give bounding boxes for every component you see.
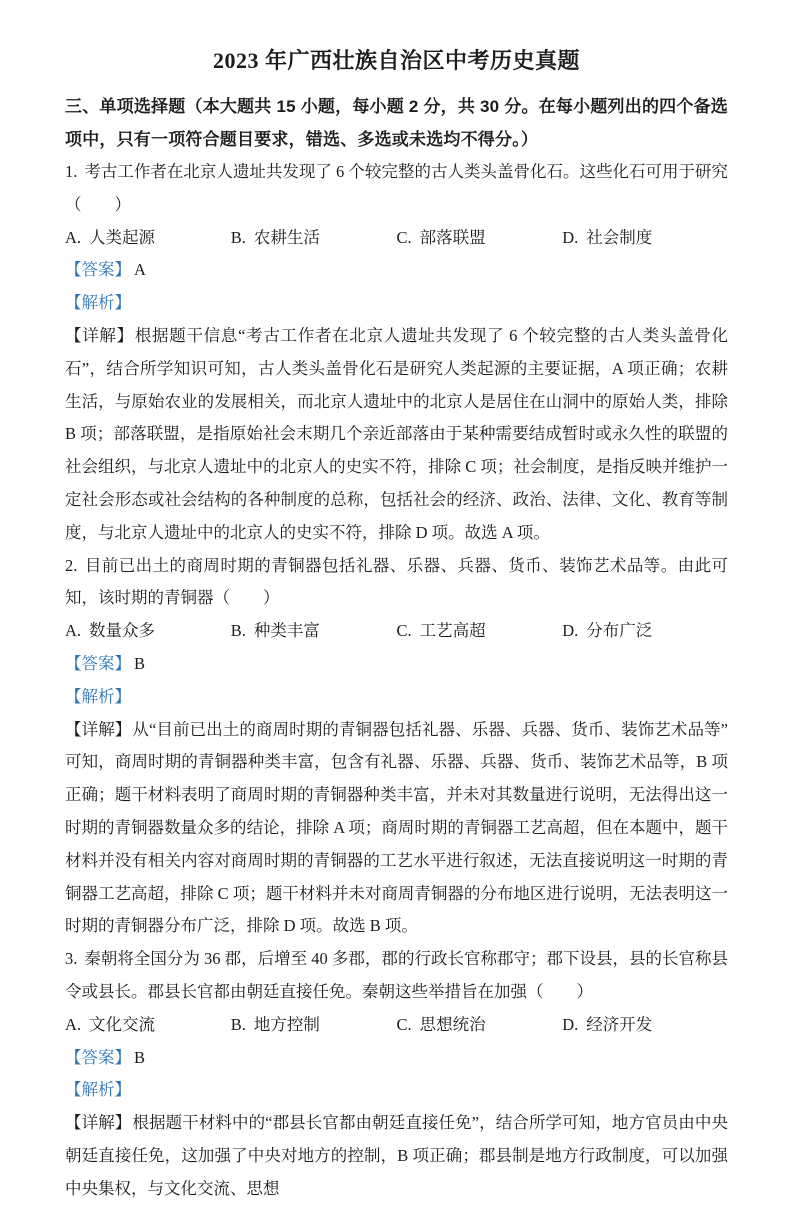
option-a	[65, 222, 231, 255]
option-text: 思想统治	[419, 1014, 486, 1034]
option-label: C.	[396, 227, 412, 247]
option-b	[231, 615, 397, 648]
option-text: 农耕生活	[253, 227, 320, 247]
question-number: 1.	[65, 162, 78, 181]
question-stem-text: 秦朝将全国分为 36 郡，后增至 40 多郡，郡的行政长官称郡守；郡下设县，县的长官称县令或县长。郡县长官都由朝廷直接任免。秦朝这些举措旨在加强（ ）	[65, 949, 728, 1001]
detail-text: 根据题干材料中的“郡县长官都由朝廷直接任免”，结合所学可知，地方官员由中央朝廷直接任免，这加强了中央对地方的控制，B 项正确；郡县制是地方行政制度，可以加强中央集权，与文化交流、思想	[65, 1113, 728, 1198]
answer-value: B	[134, 1047, 146, 1067]
option-label: D.	[562, 1014, 579, 1034]
option-b	[231, 1009, 397, 1042]
analysis-label: 【解析】	[65, 686, 131, 706]
answer-line	[65, 254, 728, 287]
detail-text: 根据题干信息“考古工作者在北京人遗址共发现了 6 个较完整的古人类头盖骨化石”，结合所学知识可知，古人类头盖骨化石是研究人类起源的主要证据，A 项正确；农耕生活，与原始农业的发展相关，而北京人遗址中的北京人是居住在山洞中的原始人类，排除 B 项；部落联盟，是指原始社会末期几个亲近部落由于某种需要结成暂时或永久性的联盟的社会组织，与北京人遗址中的北京人的史实不符，排除 C 项；社会制度，是指反映并维护一定社会形态或社会结构的各种制度的总称，包括社会的经济、政治、法律、文化、教育等制度，与北京人遗址中的北京人的史实不符，排除 D 项。故选 A 项。	[65, 325, 729, 542]
answer-label: 【答案】	[65, 653, 131, 673]
question-stem	[65, 550, 728, 616]
option-label: B.	[230, 621, 246, 641]
question-number: 3.	[65, 949, 78, 969]
option-d	[562, 1009, 728, 1042]
option-text: 社会制度	[586, 227, 653, 247]
question-stem	[65, 156, 728, 222]
option-label: C.	[396, 1014, 412, 1034]
option-label: A.	[65, 621, 82, 641]
option-text: 分布广泛	[586, 621, 653, 641]
detail-label: 【详解】	[65, 719, 132, 739]
document-title: 2023 年广西壮族自治区中考历史真题	[212, 48, 580, 73]
option-c	[397, 1009, 563, 1042]
answer-value: B	[134, 653, 146, 673]
detail-text: 从“目前已出土的商周时期的青铜器包括礼器、乐器、兵器、货币、装饰艺术品等”可知，商周时期的青铜器种类丰富，包含有礼器、乐器、兵器、货币、装饰艺术品等，B 项正确；题干材料表明了商周时期的青铜器种类丰富，并未对其数量进行说明，无法得出这一时期的青铜器数量众多的结论，排除 A 项；商周时期的青铜器工艺高超，但在本题中，题干材料并没有相关内容对商周时期的青铜器的工艺水平进行叙述，无法直接说明这一时期的青铜器工艺高超，排除 C 项；题干材料并未对商周青铜器的分布地区进行说明，无法表明这一时期的青铜器分布广泛，排除 D 项。故选 B 项。	[65, 719, 728, 936]
answer-label: 【答案】	[65, 1047, 131, 1067]
answer-line	[65, 1042, 728, 1075]
analysis-line	[65, 681, 728, 714]
option-text: 人类起源	[89, 227, 156, 247]
analysis-label: 【解析】	[65, 1080, 131, 1100]
question-3	[65, 943, 728, 1205]
analysis-label: 【解析】	[65, 293, 131, 313]
option-text: 经济开发	[586, 1014, 653, 1034]
option-label: D.	[562, 621, 579, 641]
option-text: 部落联盟	[419, 227, 486, 247]
question-stem	[65, 943, 728, 1009]
detail-paragraph	[65, 714, 728, 944]
option-text: 工艺高超	[419, 621, 486, 641]
question-number: 2.	[65, 555, 78, 575]
question-stem-text: 考古工作者在北京人遗址共发现了 6 个较完整的古人类头盖骨化石。这些化石可用于研究（ ）	[65, 162, 728, 214]
question-stem-text: 目前已出土的商周时期的青铜器包括礼器、乐器、兵器、货币、装饰艺术品等。由此可知，该时期的青铜器（ ）	[65, 555, 728, 608]
detail-label: 【详解】	[65, 325, 134, 345]
option-label: A.	[65, 227, 82, 247]
question-1	[65, 156, 728, 550]
option-d	[562, 222, 728, 255]
option-label: C.	[396, 621, 412, 641]
option-c	[397, 222, 563, 255]
answer-value: A	[134, 260, 146, 280]
option-text: 文化交流	[89, 1014, 156, 1034]
detail-paragraph	[65, 320, 728, 550]
options-row	[65, 615, 728, 648]
option-a	[65, 1009, 231, 1042]
answer-line	[65, 648, 728, 681]
option-label: B.	[230, 1014, 246, 1034]
options-row	[65, 222, 728, 255]
answer-label: 【答案】	[65, 260, 131, 280]
detail-label: 【详解】	[65, 1113, 132, 1133]
option-text: 数量众多	[89, 621, 156, 641]
section-header: 三、单项选择题（本大题共 15 小题，每小题 2 分，共 30 分。在每小题列出的四个备选项中，只有一项符合题目要求，错选、多选或未选均不得分。）	[65, 97, 728, 149]
option-b	[231, 222, 397, 255]
option-label: D.	[562, 227, 579, 247]
option-label: B.	[230, 227, 246, 247]
option-d	[562, 615, 728, 648]
option-c	[397, 615, 563, 648]
option-label: A.	[65, 1014, 82, 1034]
option-text: 种类丰富	[253, 621, 320, 641]
option-a	[65, 615, 231, 648]
analysis-line	[65, 287, 728, 320]
analysis-line	[65, 1074, 728, 1107]
option-text: 地方控制	[253, 1014, 320, 1034]
options-row	[65, 1009, 728, 1042]
question-2	[65, 550, 728, 944]
